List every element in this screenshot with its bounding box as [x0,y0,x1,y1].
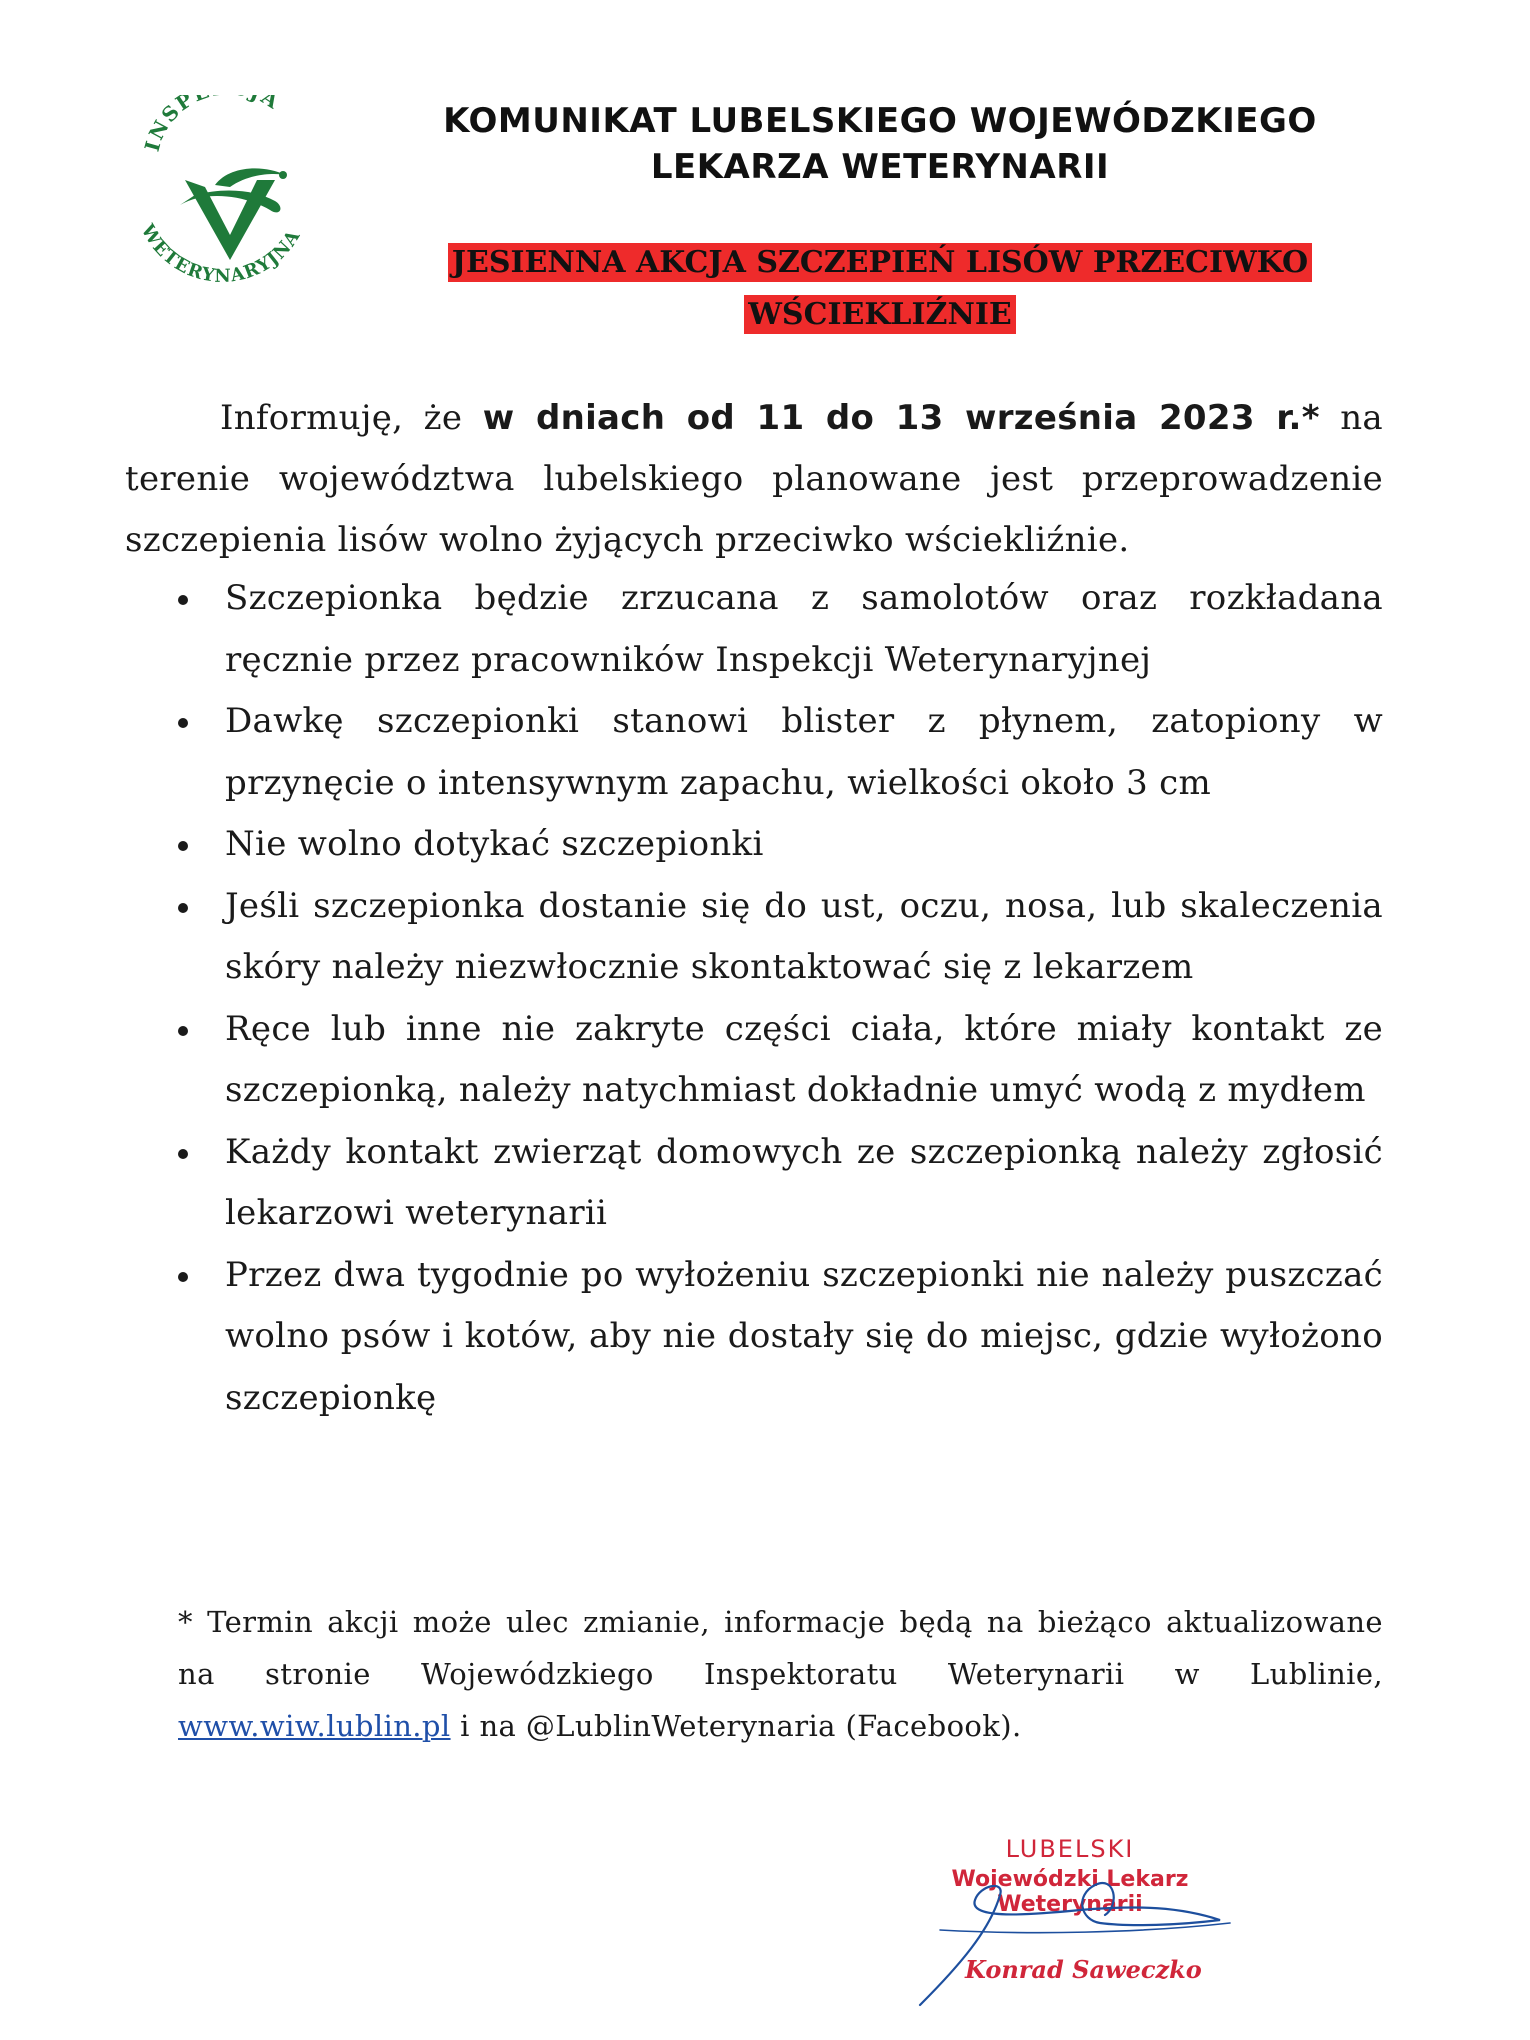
list-item [178,691,1383,814]
list-item-text: Jeśli szczepionka dostanie się do ust, oczu, nosa, lub skaleczenia skóry należy niezwłocznie skontaktować się z lekarzem [225,885,1383,987]
bullet-icon [178,1149,188,1159]
bullet-icon [178,841,188,851]
list-item [178,876,1383,999]
page-title [340,98,1420,190]
subtitle-line-1: JESIENNA AKCJA SZCZEPIEŃ LISÓW PRZECIWKO [448,243,1312,282]
intro-dates: w dniach od 11 do 13 września 2023 r.* [482,398,1320,438]
list-item-text: Nie wolno dotykać szczepionki [225,824,764,864]
subtitle-line-2: WŚCIEKLIŹNIE [744,295,1016,334]
bullet-icon [178,595,188,605]
website-link[interactable]: www.wiw.lublin.pl [178,1709,451,1743]
bullet-icon [178,718,188,728]
intro-prefix: Informuję, że [220,398,483,438]
logo-top-text: INSP A [139,95,285,154]
intro-paragraph [125,388,1383,571]
footnote-text-end: i na @LublinWeterynaria (Facebook). [450,1709,1022,1743]
list-item-text: Ręce lub inne nie zakryte części ciała, które miały kontakt ze szczepionką, należy natychmiast dokładnie umyć wodą z mydłem [225,1008,1383,1110]
signature-title-1: LUBELSKI [1005,1835,1135,1863]
list-item-text: Przez dwa tygodnie po wyłożeniu szczepionki nie należy puszczać wolno psów i kotów, aby nie dostały się do miejsc, gdzie wyłożono szczepionkę [225,1254,1383,1418]
list-item-text: Każdy kontakt zwierząt domowych ze szczepionką należy zgłosić lekarzowi weterynarii [225,1131,1383,1233]
list-item [178,1122,1383,1245]
signature-title-2: Wojewódzki Lekarz Weterynarii [951,1867,1189,1917]
title-line-1: KOMUNIKAT LUBELSKIEGO WOJEWÓDZKIEGO [443,101,1317,141]
footnote-text: * Termin akcji może ulec zmianie, informacje będą na bieżąco aktualizowane na stronie Wojewódzkiego Inspektoratu Weterynarii w Lublinie, [178,1605,1383,1691]
svg-text:INSPEKCJA [140,95,285,154]
intro-suffix: na terenie województwa lubelskiego planowane jest przeprowadzenie szczepienia lisów wolno żyjących przeciwko wściekliźnie. [125,398,1383,560]
list-item-text: Dawkę szczepionki stanowi blister z płynem, zatopiony w przynęcie o intensywnym zapachu, wielkości około 3 cm [225,701,1383,803]
list-item [178,814,1383,876]
inspection-logo [135,95,320,295]
bullet-icon [178,1272,188,1282]
list-item [178,999,1383,1122]
signature-stamp [880,1835,1280,2015]
bullet-icon [178,1026,188,1036]
list-item [178,1245,1383,1430]
bullet-icon [178,903,188,913]
logo-emblem-icon [135,95,320,295]
signatory-name: Konrad Saweczko [965,1955,1202,1984]
footnote [178,1596,1383,1752]
handwritten-signature-icon [880,1835,1280,2015]
campaign-subtitle [340,237,1420,341]
list-item-text: Szczepionka będzie zrzucana z samolotów oraz rozkładana ręcznie przez pracowników Inspekcji Weterynaryjnej [225,578,1383,680]
title-line-2: LEKARZA WETERYNARII [650,147,1110,187]
list-item [178,568,1383,691]
instructions-list [178,568,1383,1429]
logo-bottom-text: WETERYNARYJNA [136,220,305,287]
